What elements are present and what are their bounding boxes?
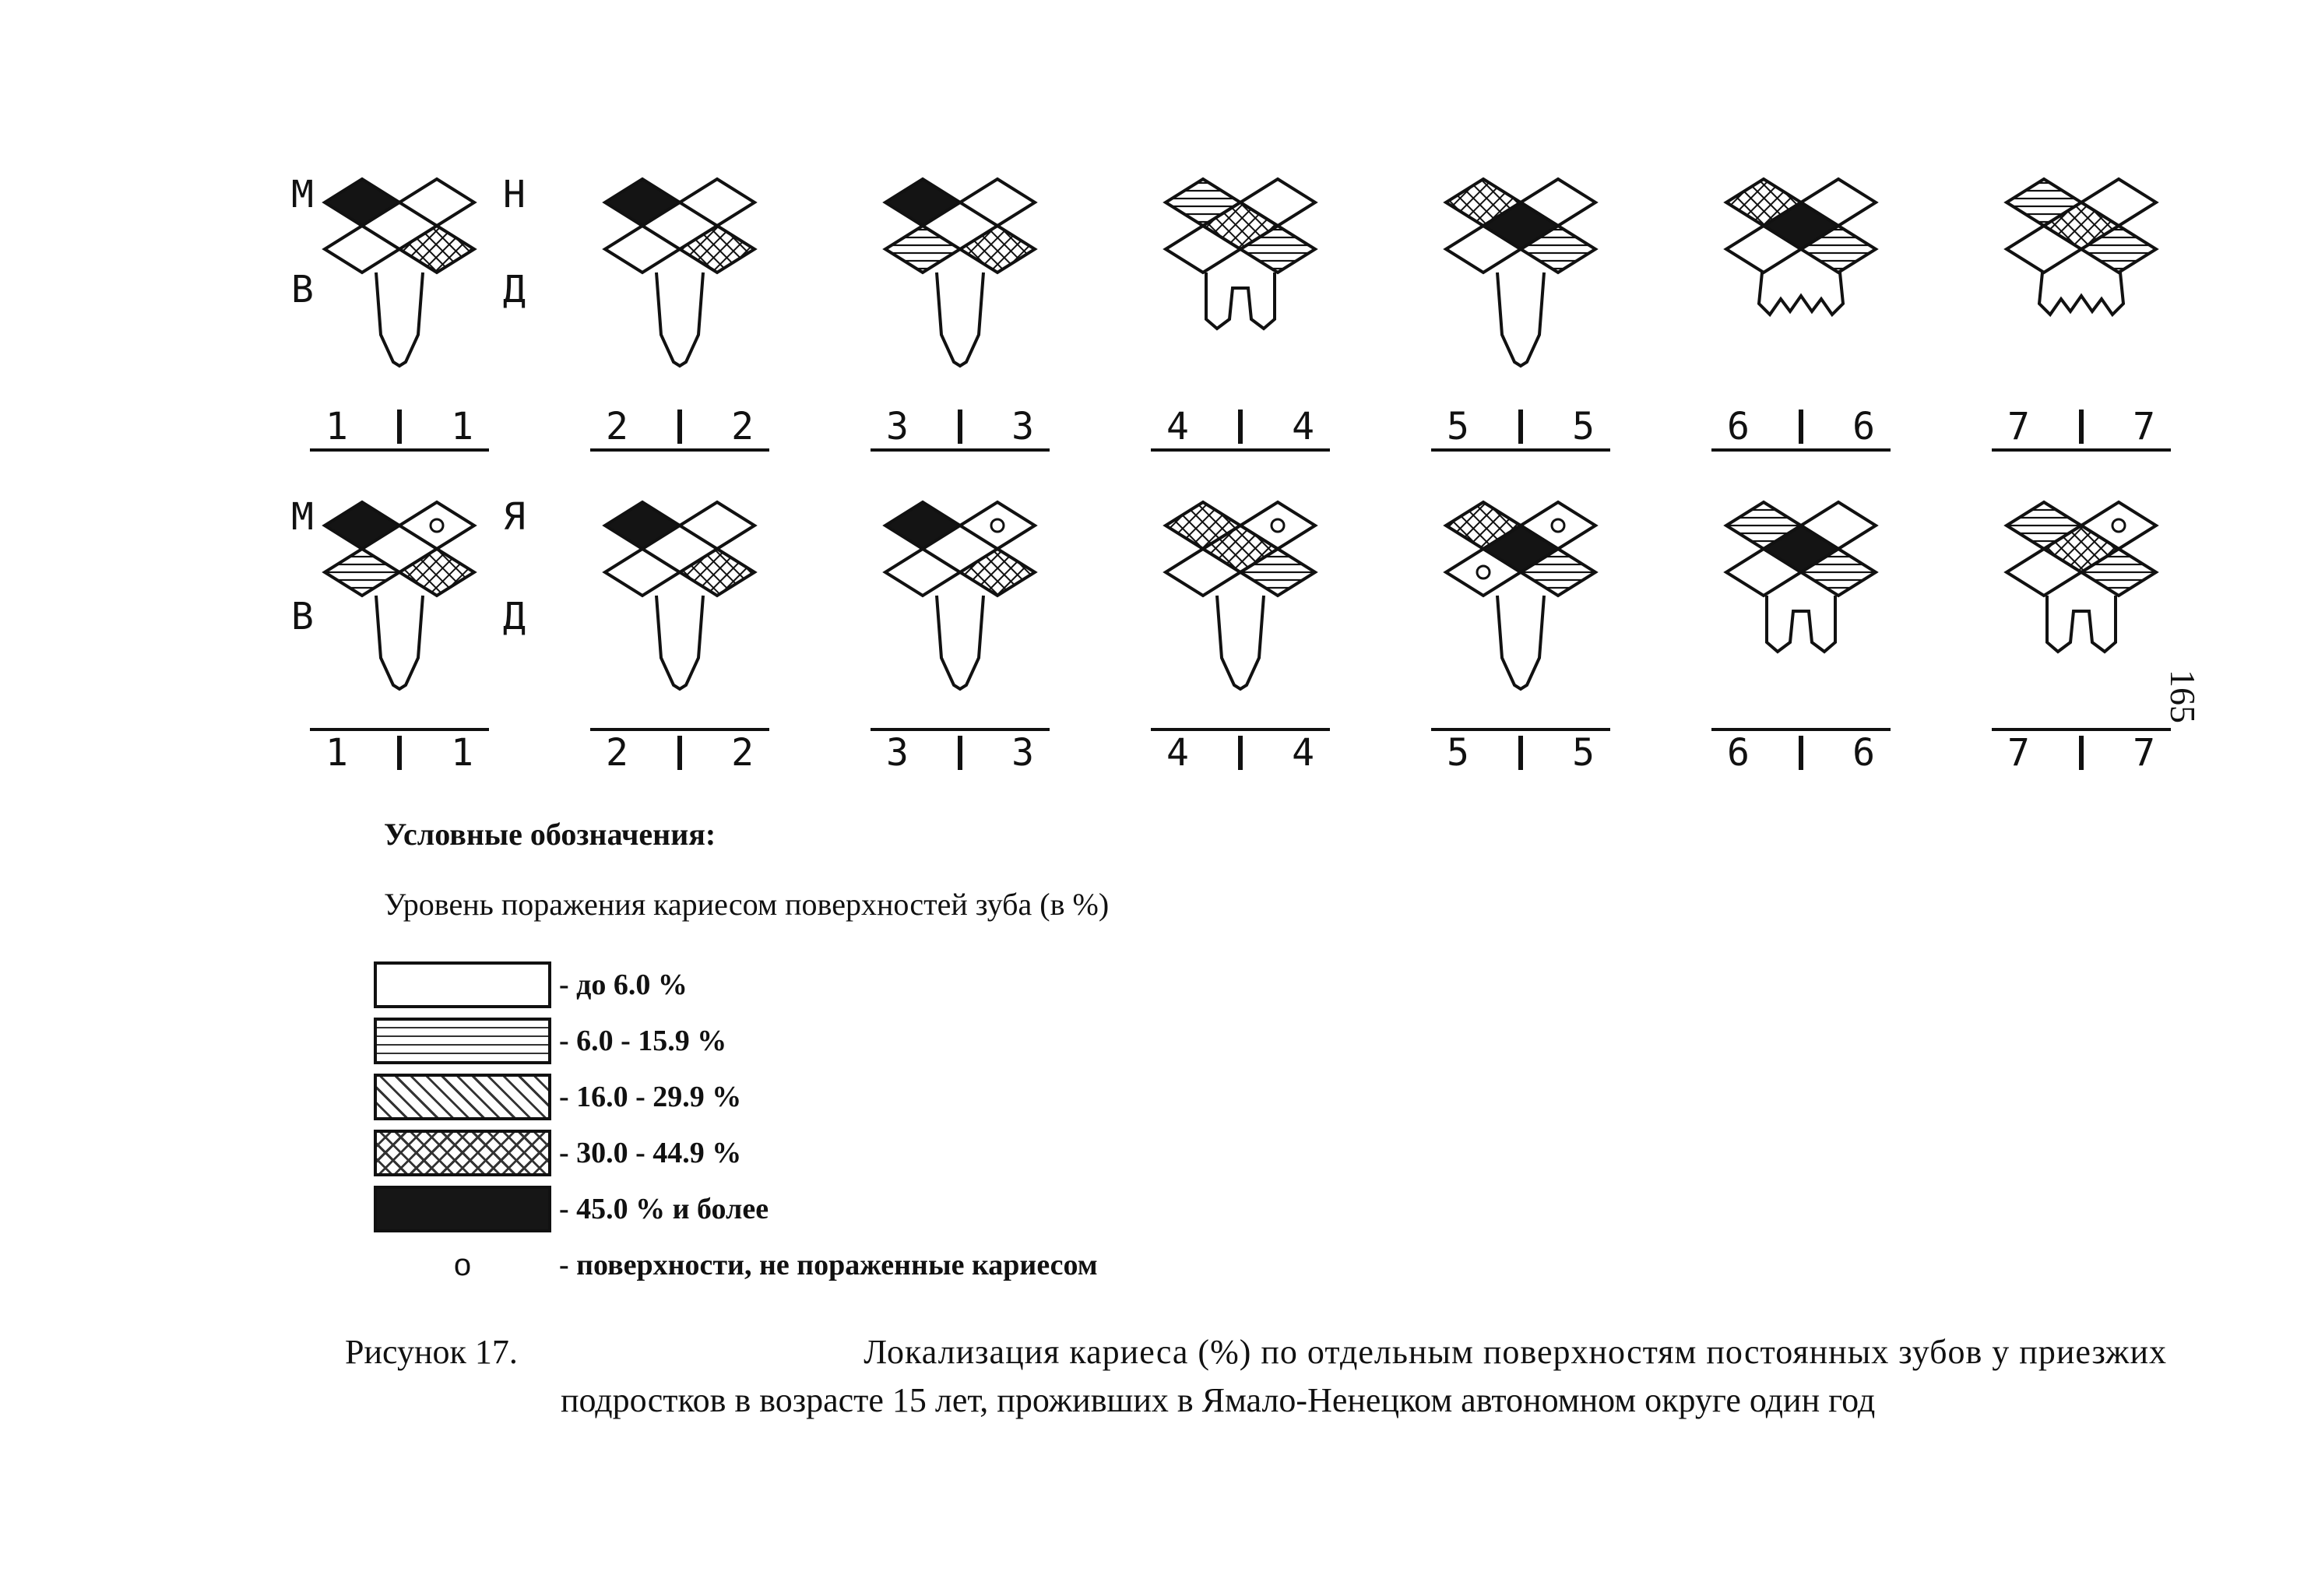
tooth-root [1759,272,1843,315]
tooth-root [1497,596,1544,689]
tooth-root [1767,596,1835,652]
tooth-number-left: 3 [886,731,909,775]
surface-d [399,549,474,596]
tooth-number-divider [2079,410,2084,444]
quadrant-label-v-lower: В [291,595,314,638]
tooth-number-divider [677,410,682,444]
tooth-root [937,596,983,689]
legend-label: - 45.0 % и более [559,1193,769,1225]
surface-n [399,502,474,549]
tooth-upper-1 [325,179,474,366]
tooth-number-upper-3 [871,405,1050,452]
figure-caption [345,1328,2167,1425]
tooth-number-upper-5 [1431,405,1610,452]
tooth-root [2047,596,2116,652]
legend-swatch-horizontal [374,1018,551,1064]
tooth-root [2039,272,2123,315]
tooth-number-right: 2 [731,405,754,448]
surface-m [325,179,399,226]
quadrant-label-d-lower: Д [503,595,526,638]
surface-m [605,179,680,226]
tooth-number-left: 7 [2007,731,2030,775]
tooth-root [376,596,423,689]
tooth-number-right: 5 [1572,731,1595,775]
legend-symbol: o [453,1247,472,1282]
tooth-number-lower-6 [1711,728,1891,775]
tooth-upper-4 [1166,179,1315,329]
legend-item-under-6 [374,959,688,1011]
surface-v [885,226,960,272]
tooth-number-divider [1238,736,1243,770]
surface-m [605,502,680,549]
tooth-number-left: 1 [325,405,348,448]
tooth-number-left: 5 [1447,405,1469,448]
surface-d [680,226,755,272]
tooth-root [1497,272,1544,366]
tooth-root [656,272,703,366]
surface-n [960,502,1035,549]
tooth-number-divider [1799,736,1803,770]
quadrant-label-d-upper: Д [503,268,526,311]
tooth-number-right: 3 [1011,731,1034,775]
caption-line-1: Локализация кариеса (%) по отдельным поверхностям постоянных зубов у приезжих [864,1333,2167,1371]
tooth-number-left: 6 [1727,731,1750,775]
tooth-upper-2 [605,179,755,366]
tooth-number-right: 6 [1852,405,1875,448]
surface-n [680,502,755,549]
tooth-number-lower-2 [590,728,769,775]
tooth-root [1217,596,1264,689]
surface-n [680,179,755,226]
tooth-number-divider [2079,736,2084,770]
tooth-number-right: 6 [1852,731,1875,775]
tooth-upper-5 [1446,179,1595,366]
tooth-number-upper-2 [590,405,769,452]
tooth-number-divider [1518,736,1523,770]
tooth-lower-6 [1726,502,1876,652]
tooth-number-upper-4 [1151,405,1330,452]
tooth-root [1206,272,1275,329]
tooth-lower-4 [1166,502,1315,689]
tooth-upper-3 [885,179,1035,366]
tooth-lower-1 [325,502,474,689]
surface-d [960,226,1035,272]
tooth-number-divider [958,410,962,444]
legend-label: - 16.0 - 29.9 % [559,1081,742,1113]
tooth-number-lower-1 [310,728,489,775]
legend-swatch-white [374,961,551,1008]
tooth-lower-3 [885,502,1035,689]
legend-label: - 30.0 - 44.9 % [559,1137,742,1169]
tooth-lower-5 [1446,502,1595,689]
tooth-number-lower-3 [871,728,1050,775]
surface-v [605,549,680,596]
surface-v [325,226,399,272]
tooth-root [937,272,983,366]
legend-swatch-black [374,1186,551,1232]
tooth-number-right: 1 [451,405,473,448]
legend-item-16-29 [374,1071,741,1123]
tooth-upper-6 [1726,179,1876,315]
tooth-root [656,596,703,689]
tooth-number-left: 3 [886,405,909,448]
tooth-number-left: 5 [1447,731,1469,775]
surface-v [605,226,680,272]
legend-item-30-44 [374,1127,741,1179]
quadrant-label-m-upper: М [291,173,314,216]
surface-v [325,549,399,596]
surface-v [885,549,960,596]
legend-label: - до 6.0 % [559,968,688,1001]
caption-number: Рисунок 17. [345,1333,518,1371]
tooth-upper-7 [2007,179,2156,315]
surface-d [399,226,474,272]
tooth-number-right: 1 [451,731,473,775]
surface-n [960,179,1035,226]
tooth-number-divider [958,736,962,770]
surface-m [885,179,960,226]
tooth-root [376,272,423,366]
tooth-number-right: 4 [1292,731,1314,775]
tooth-number-divider [1518,410,1523,444]
tooth-number-lower-4 [1151,728,1330,775]
tooth-number-right: 2 [731,731,754,775]
tooth-number-divider [1799,410,1803,444]
surface-d [960,549,1035,596]
tooth-number-divider [397,410,402,444]
tooth-number-upper-1 [310,405,489,452]
legend-subtitle: Уровень поражения кариесом поверхностей зуба (в %) [384,887,1110,922]
tooth-number-right: 7 [2133,405,2155,448]
tooth-number-lower-5 [1431,728,1610,775]
tooth-number-left: 4 [1166,731,1189,775]
tooth-lower-7 [2007,502,2156,652]
tooth-number-left: 2 [606,405,628,448]
tooth-number-divider [1238,410,1243,444]
page-number: 165 [2163,670,2203,723]
tooth-number-right: 4 [1292,405,1314,448]
surface-m [325,502,399,549]
legend-title: Условные обозначения: [384,817,716,852]
tooth-number-right: 7 [2133,731,2155,775]
quadrant-label-ya-lower: Я [503,495,526,539]
legend-symbol-o [374,1242,551,1288]
surface-m [885,502,960,549]
tooth-number-left: 6 [1727,405,1750,448]
legend-swatch-cross [374,1130,551,1176]
tooth-number-upper-6 [1711,405,1891,452]
legend-item-6-15 [374,1015,726,1067]
tooth-number-divider [677,736,682,770]
legend-swatch-diagonal [374,1074,551,1120]
tooth-number-right: 3 [1011,405,1034,448]
legend-item-intact [374,1239,1098,1291]
legend-label: - поверхности, не пораженные кариесом [559,1249,1098,1281]
legend-label: - 6.0 - 15.9 % [559,1025,727,1057]
tooth-number-divider [397,736,402,770]
tooth-number-left: 4 [1166,405,1189,448]
caption-line-2: подростков в возрасте 15 лет, проживших в Ямало-Ненецком автономном округе один год [561,1381,1876,1419]
surface-n [399,179,474,226]
tooth-number-right: 5 [1572,405,1595,448]
quadrant-label-v-upper: В [291,268,314,311]
quadrant-label-m-lower: М [291,495,314,539]
tooth-number-left: 1 [325,731,348,775]
quadrant-label-n-upper: Н [503,173,526,216]
tooth-number-lower-7 [1992,728,2171,775]
surface-d [680,549,755,596]
tooth-number-upper-7 [1992,405,2171,452]
tooth-lower-2 [605,502,755,689]
legend-item-45-plus [374,1183,769,1235]
tooth-number-left: 7 [2007,405,2030,448]
tooth-number-left: 2 [606,731,628,775]
